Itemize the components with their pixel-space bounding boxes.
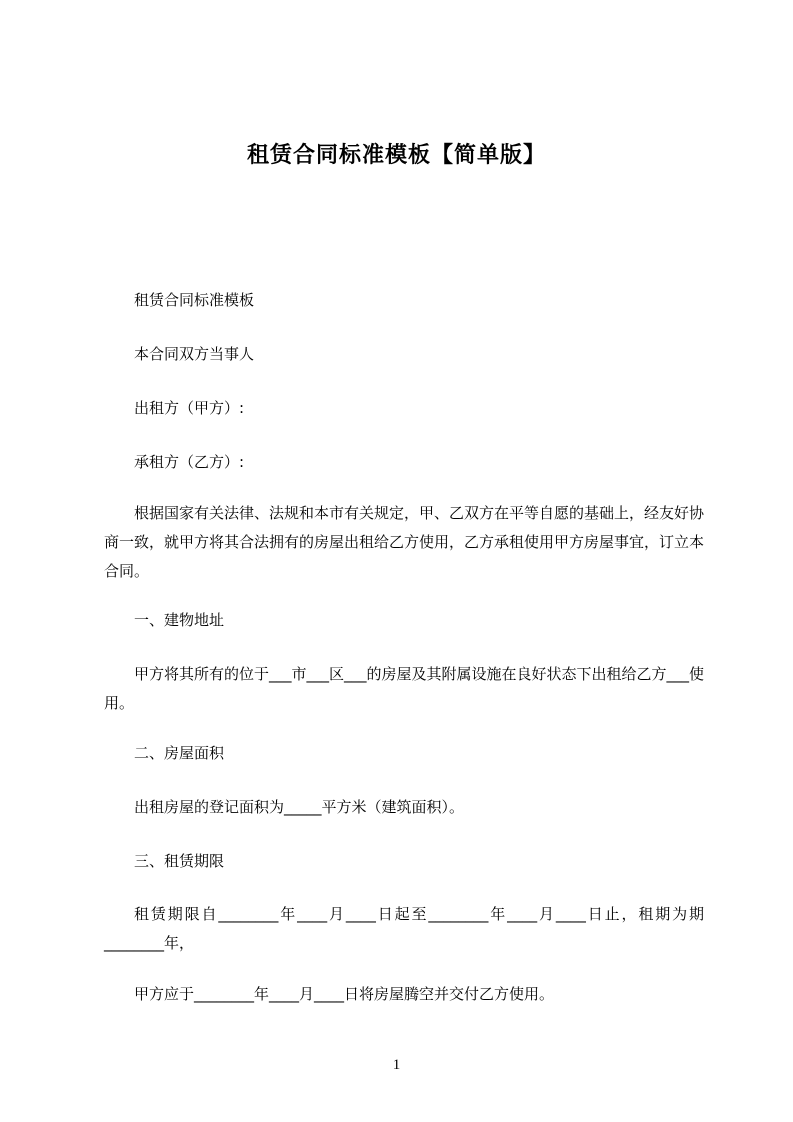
section-1-heading: 一、建物地址	[134, 611, 225, 629]
contract-subtitle: 租赁合同标准模板	[134, 291, 255, 309]
section-3-body: 租赁期限自________年____月____日起至________年____月____日止，租期为期________年，	[104, 905, 704, 952]
section-3-handover: 甲方应于________年____月____日将房屋腾空并交付乙方使用。	[134, 985, 555, 1003]
document-title: 租赁合同标准模板【简单版】	[246, 143, 546, 168]
lessor-line: 出租方（甲方）:	[134, 399, 245, 417]
section-3-heading: 三、租赁期限	[134, 852, 225, 870]
section-2-heading: 二、房屋面积	[134, 744, 225, 762]
section-1-body: 甲方将其所有的位于___市___区___的房屋及其附属设施在良好状态下出租给乙方___使用。	[104, 665, 705, 712]
lessee-line: 承租方（乙方）:	[134, 453, 245, 471]
parties-heading: 本合同双方当事人	[134, 345, 255, 363]
section-2-body: 出租房屋的登记面积为_____平方米（建筑面积）。	[134, 798, 465, 816]
preamble-paragraph: 根据国家有关法律、法规和本市有关规定，甲、乙双方在平等自愿的基础上，经友好协商一致，就甲方将其合法拥有的房屋出租给乙方使用，乙方承租使用甲方房屋事宜，订立本合同。	[104, 504, 705, 580]
page-number: 1	[392, 1057, 401, 1073]
